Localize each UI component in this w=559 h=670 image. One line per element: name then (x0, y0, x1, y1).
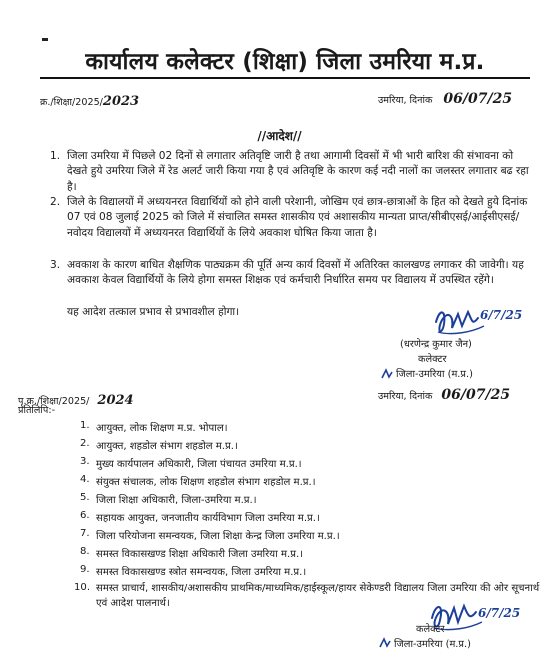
list-item: सहायक आयुक्त, जनजातीय कार्यविभाग जिला उमरिया म.प्र.। (96, 513, 320, 524)
list-item-number: 2. (80, 438, 90, 449)
footer-designation: कलेक्टर (416, 624, 445, 635)
order-item-text: जिले के विद्यालयों में अध्ययनरत विद्यार्थियों को होने वाली परेशानी, जोखिम एवं छात्र-छात्राओं के हित को देखते हुये दिनांक 07 एवं 08 जुलाई 2025 को जिले में संचालित समस्त शासकीय एवं अशासकीय मान्यता प्राप्त/सीबीएसई/आईसीएसई/नवोदय विद्यालयों में अध्ययनरत विद्यार्थियों के लिये अवकाश घोषित किया जाता है। (67, 196, 528, 239)
corner-mark (42, 38, 48, 41)
signature-handwritten-date: 6/7/25 (480, 308, 523, 322)
list-item: संयुक्त संचालक, लोक शिक्षण शहडोल संभाग शहडोल म.प्र.। (96, 477, 316, 488)
list-item: समस्त प्राचार्य, शासकीय/अशासकीय प्राथमिक/माध्यमिक/हाईस्कूल/हायर सेकेण्डरी विद्यालय जिला उमरिया की ओर सूचनार्थ एवं आदेश पालनार्थ। (96, 583, 540, 609)
signatory-name: (धरणेन्द्र कुमार जैन) (400, 339, 472, 350)
order-item-text: जिला उमरिया में पिछले 02 दिनों से लगातार अतिवृष्टि जारी है तथा आगामी दिवसों में भी भारी बारिश की संभावना को देखते हुये उमरिया जिले में रेड अलर्ट जारी किया गया है एवं अतिवृष्टि के कारण कई नदी नालों का जलस्तर लगातार बढ रहा है। (67, 150, 529, 193)
date-value: 06/07/25 (443, 91, 513, 107)
list-item: जिला शिक्षा अधिकारी, जिला-उमरिया म.प्र.। (96, 495, 257, 506)
list-item: मुख्य कार्यपालन अधिकारी, जिला पंचायत उमरिया म.प्र.। (96, 459, 302, 470)
signatory-district: जिला-उमरिया (म.प्र.) (396, 369, 473, 380)
effect-line: यह आदेश तत्काल प्रभाव से प्रभावशील होगा। (67, 306, 240, 318)
list-item: जिला परियोजना समन्वयक, जिला शिक्षा केन्द्र जिला उमरिया म.प्र.। (96, 531, 340, 542)
order-date (378, 88, 512, 107)
order-item-number: 2. (50, 196, 61, 208)
order-item-number: 1. (50, 150, 61, 162)
ref-number: 2023 (102, 94, 140, 109)
list-item-number: 3. (80, 456, 90, 467)
list-item-number: 8. (80, 546, 90, 557)
footer-initial-mark (378, 637, 392, 649)
order-item-text: अवकाश के कारण बाधित शैक्षणिक पाठ्यक्रम की पूर्ति अन्य कार्य दिवसों में अतिरिक्त कालखण्ड लगाकर की जावेगी। यह अवकाश केवल विद्यार्थियों के लिये होगा समस्त शिक्षक एवं कर्मचारी निर्धारित समय पर विद्यालय में उपस्थित रहेंगे। (67, 259, 524, 287)
list-item: समस्त विकासखण्ड स्त्रोत समन्वयक, जिला उमरिया म.प्र.। (96, 567, 307, 578)
list-item-number: 4. (80, 474, 90, 485)
list-item: आयुक्त, शहडोल संभाग शहडोल म.प्र.। (96, 441, 238, 452)
list-item-number: 10. (74, 582, 91, 593)
copy-label: प्रतिलिपि:- (18, 405, 56, 416)
footer-district: जिला-उमरिया (म.प्र.) (394, 639, 471, 650)
list-item-number: 1. (80, 420, 90, 431)
signature-date (378, 384, 510, 403)
list-item-number: 9. (80, 564, 90, 575)
list-item-number: 5. (80, 492, 90, 503)
footer-handwritten-date: 6/7/25 (478, 606, 521, 620)
signatory-designation: कलेक्टर (418, 354, 447, 365)
list-item-number: 7. (80, 528, 90, 539)
initial-mark (380, 368, 394, 380)
ref-number: 2024 (97, 393, 134, 408)
page-title: कार्यालय कलेक्टर (शिक्षा) जिला उमरिया म.प्र. (85, 49, 485, 75)
ref-prefix: पृ.क्र./शिक्षा/2025/ (18, 396, 90, 407)
date-label: उमरिया, दिनांक (378, 391, 433, 402)
order-reference (40, 90, 139, 109)
list-item: समस्त विकासखण्ड शिक्षा अधिकारी जिला उमरिया म.प्र.। (96, 549, 303, 560)
ref-prefix: क्र./शिक्षा/2025/ (40, 97, 103, 108)
list-item-number: 6. (80, 510, 90, 521)
date-value: 06/07/25 (441, 387, 511, 403)
list-item: आयुक्त, लोक शिक्षण म.प्र. भोपाल। (96, 423, 228, 434)
order-heading: //आदेश// (257, 129, 302, 143)
date-label: उमरिया, दिनांक (378, 95, 433, 106)
title-underline (40, 77, 530, 79)
order-item-number: 3. (50, 259, 61, 271)
